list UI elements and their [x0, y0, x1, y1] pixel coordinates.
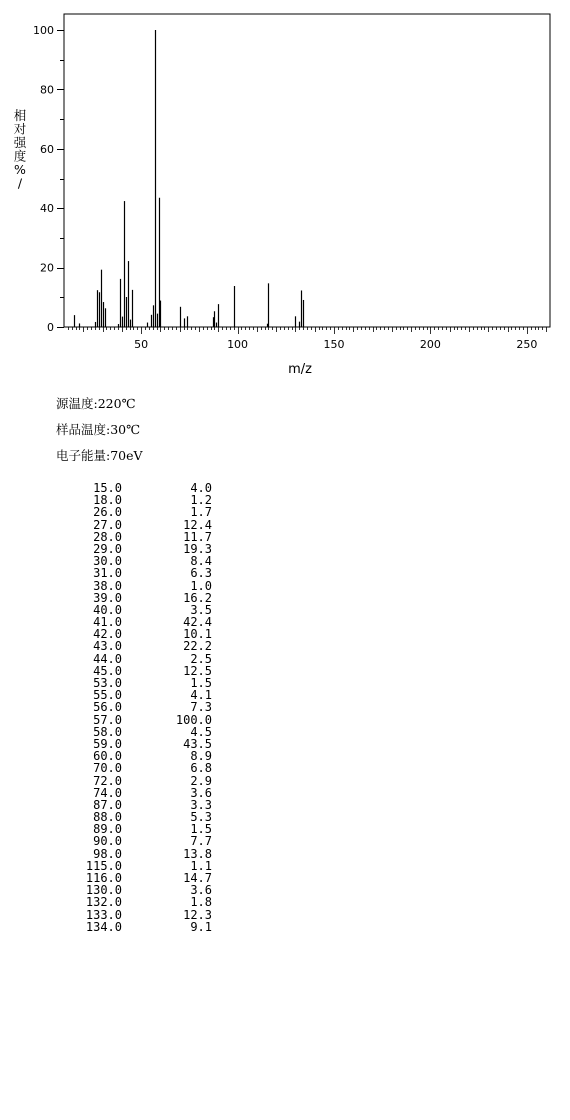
mz-value: 43.0 — [93, 639, 122, 654]
table-row — [0, 628, 260, 640]
mz-value: 74.0 — [93, 785, 122, 800]
intensity-value: 12.4 — [183, 517, 212, 532]
intensity-value: 11.7 — [183, 529, 212, 544]
table-row — [0, 872, 260, 884]
peak-table — [0, 482, 260, 933]
intensity-value: 1.5 — [190, 822, 212, 837]
intensity-value: 6.3 — [190, 566, 212, 581]
x-tick-label: 250 — [516, 338, 538, 351]
intensity-value: 7.3 — [190, 700, 212, 715]
mz-value: 27.0 — [93, 517, 122, 532]
intensity-value: 9.1 — [190, 919, 212, 934]
table-row — [0, 567, 260, 579]
table-row — [0, 835, 260, 847]
mz-value: 60.0 — [93, 749, 122, 764]
mz-value: 57.0 — [93, 712, 122, 727]
intensity-value: 2.9 — [190, 773, 212, 788]
y-tick-label: 100 — [33, 24, 54, 37]
mz-value: 30.0 — [93, 554, 122, 569]
intensity-value: 100.0 — [175, 712, 212, 727]
y-tick-label: 40 — [40, 202, 54, 216]
mz-value: 26.0 — [93, 505, 122, 520]
y-axis-label — [14, 108, 27, 191]
mass-spectrum-chart — [0, 0, 570, 380]
intensity-value: 4.1 — [190, 688, 212, 703]
mz-value: 89.0 — [93, 822, 122, 837]
intensity-value: 1.1 — [190, 858, 212, 873]
intensity-value: 3.6 — [190, 785, 212, 800]
table-row — [0, 555, 260, 567]
mz-value: 40.0 — [93, 602, 122, 617]
intensity-value: 3.6 — [190, 883, 212, 898]
electron-energy: 电子能量:70eV — [56, 448, 143, 463]
table-row — [0, 896, 260, 908]
mz-value: 31.0 — [93, 566, 122, 581]
intensity-value: 3.3 — [190, 797, 212, 812]
intensity-value: 1.8 — [190, 895, 212, 910]
table-row — [0, 653, 260, 665]
table-row — [0, 921, 260, 933]
y-axis-label-text: 相对强度% / — [13, 108, 27, 191]
intensity-value: 4.5 — [190, 724, 212, 739]
mz-value: 15.0 — [93, 481, 122, 495]
peak-bars — [75, 30, 304, 327]
table-row — [0, 738, 260, 750]
mz-value: 98.0 — [93, 846, 122, 861]
mz-value: 132.0 — [85, 895, 122, 910]
intensity-value: 6.8 — [190, 761, 212, 776]
mz-value: 58.0 — [93, 724, 122, 739]
intensity-value: 19.3 — [183, 541, 212, 556]
x-axis-label: m/z — [288, 362, 312, 377]
mz-value: 56.0 — [93, 700, 122, 715]
mz-value: 39.0 — [93, 590, 122, 605]
y-tick-label: 0 — [47, 321, 54, 334]
mz-value: 115.0 — [85, 858, 122, 873]
table-row — [0, 580, 260, 592]
table-row — [0, 750, 260, 762]
y-axis-ticks — [33, 24, 64, 334]
table-row — [0, 848, 260, 860]
intensity-value: 14.7 — [183, 871, 212, 885]
plot-frame — [64, 14, 550, 327]
intensity-value: 7.7 — [190, 834, 212, 849]
table-row — [0, 616, 260, 628]
mz-value: 133.0 — [85, 907, 122, 922]
intensity-value: 8.4 — [190, 554, 212, 569]
mz-value: 134.0 — [85, 919, 122, 934]
source-temperature: 源温度:220℃ — [56, 396, 136, 411]
table-row — [0, 823, 260, 835]
mz-value: 72.0 — [93, 773, 122, 788]
intensity-value: 22.2 — [183, 639, 212, 654]
table-row — [0, 884, 260, 896]
table-row — [0, 640, 260, 652]
mz-value: 29.0 — [93, 541, 122, 556]
intensity-value: 4.0 — [190, 481, 212, 495]
intensity-value: 8.9 — [190, 749, 212, 764]
intensity-value: 42.4 — [183, 615, 212, 630]
mz-value: 70.0 — [93, 761, 122, 776]
table-row — [0, 689, 260, 701]
table-row — [0, 543, 260, 555]
mz-value: 18.0 — [93, 493, 122, 508]
x-tick-label: 150 — [323, 338, 345, 351]
mz-value: 59.0 — [93, 736, 122, 751]
table-row — [0, 701, 260, 713]
intensity-value: 12.5 — [183, 663, 212, 678]
intensity-value: 13.8 — [183, 846, 212, 861]
table-row — [0, 726, 260, 738]
mz-value: 130.0 — [85, 883, 122, 898]
table-row — [0, 775, 260, 787]
table-row — [0, 787, 260, 799]
mz-value: 116.0 — [85, 871, 122, 885]
mz-value: 38.0 — [93, 578, 122, 593]
intensity-value: 10.1 — [183, 627, 212, 642]
mz-value: 28.0 — [93, 529, 122, 544]
mz-value: 55.0 — [93, 688, 122, 703]
x-tick-label: 200 — [419, 338, 441, 351]
x-tick-label: 100 — [227, 338, 249, 351]
table-row — [0, 665, 260, 677]
intensity-value: 1.5 — [190, 676, 212, 690]
table-row — [0, 811, 260, 823]
table-row — [0, 762, 260, 774]
table-row — [0, 714, 260, 726]
intensity-value: 12.3 — [183, 907, 212, 922]
x-axis-ticks — [69, 327, 547, 351]
mz-value: 88.0 — [93, 810, 122, 825]
mz-value: 53.0 — [93, 676, 122, 690]
sample-temperature: 样品温度:30℃ — [56, 422, 141, 437]
intensity-value: 3.5 — [190, 602, 212, 617]
table-row — [0, 531, 260, 543]
y-tick-label: 80 — [40, 83, 54, 97]
table-row — [0, 677, 260, 689]
y-tick-label: 20 — [40, 261, 54, 275]
mz-value: 44.0 — [93, 651, 122, 666]
intensity-value: 16.2 — [183, 590, 212, 605]
mz-value: 45.0 — [93, 663, 122, 678]
intensity-value: 43.5 — [183, 736, 212, 751]
table-row — [0, 604, 260, 616]
table-row — [0, 519, 260, 531]
mz-value: 42.0 — [93, 627, 122, 642]
mz-value: 87.0 — [93, 797, 122, 812]
table-row — [0, 494, 260, 506]
mz-value: 41.0 — [93, 615, 122, 630]
intensity-value: 1.2 — [190, 493, 212, 508]
intensity-value: 5.3 — [190, 810, 212, 825]
mz-value: 90.0 — [93, 834, 122, 849]
intensity-value: 2.5 — [190, 651, 212, 666]
y-tick-label: 60 — [40, 142, 54, 156]
intensity-value: 1.0 — [190, 578, 212, 593]
x-tick-label: 50 — [134, 338, 149, 351]
table-row — [0, 482, 260, 494]
table-row — [0, 860, 260, 872]
table-row — [0, 506, 260, 518]
table-row — [0, 799, 260, 811]
intensity-value: 1.7 — [190, 505, 212, 520]
table-row — [0, 592, 260, 604]
table-row — [0, 909, 260, 921]
